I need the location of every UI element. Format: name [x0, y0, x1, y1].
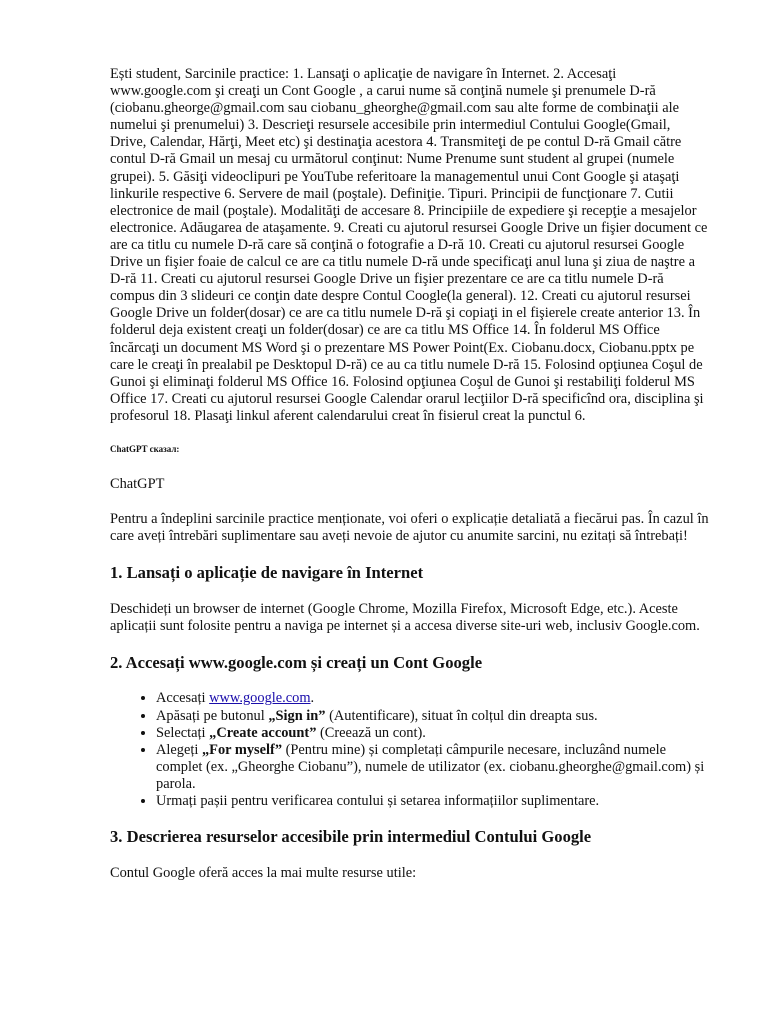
list-item: • Urmați pașii pentru verificarea contului și setarea informațiilor suplimentare.: [156, 793, 710, 810]
task-paragraph: Ești student, Sarcinile practice: 1. Lansaţi o aplicaţie de navigare în Internet. 2. Accesaţi www.google.com şi creaţi un Cont Google , a carui nume să conţină numele şi prenumele D-ră (ciobanu.gheorge@gmail.com sau ciobanu_gheorghe@gmail.com sau alte forme de combinaţii ale numelui şi prenumelui) 3. Descrieţi resursele accesibile prin intermediul Contului Google(Gmail, Drive, Calendar, Hărţi, Meet etc) şi destinaţia acestora 4. Transmiteţi de pe contul D-ră Gmail către contul D-ră Gmail un mesaj cu următorul conţinut: Nume Prenume sunt student al grupei (numele grupei). 5. Găsiţi videoclipuri pe YouTube referitoare la managementul unui Cont Google şi ataşaţi linkurile respective 6. Servere de mail (poştale). Definiţie. Tipuri. Principii de funcţionare 7. Cutii electronice de mail (poştale). Modalităţi de accesare 8. Principiile de expediere şi recepţie a mesajelor electronice. Adăugarea de ataşamente. 9. Creati cu ajutorul resursei Google Drive un fişier document ce are ca titlu cu numele D-ră care să conţină o fotografie a D-ră 10. Creati cu ajutorul resursei Google Drive un fişier foaie de calcul ce are ca titlu numele D-ră unde specificaţi anul luna şi ziua de naştre a D-ră 11. Creati cu ajutorul resursei Google Drive un fişier prezentare ce are ca titlu numele D-ră compus din 3 slideuri ce conţin date despre Contul Coogle(la general). 12. Creati cu ajutorul resursei Google Drive un folder(dosar) ce are ca titlu numele D-ră şi copiaţi in el fişierele create anterior 13. În folderul deja existent creaţi un folder(dosar) ce are ca titlu MS Office 14. În folderul MS Office încărcaţi un document MS Word şi o prezentare MS Power Point(Ex. Ciobanu.docx, Ciobanu.pptx pe care le creaţi în prealabil pe Desktopul D-ră) ce au ca titlu numele D-ră 15. Folosind opţiunea Coşul de Gunoi şi eliminaţi folderul MS Office 16. Folosind opţiunea Coşul de Gunoi şi restabiliţi folderul MS Office 17. Creati cu ajutorul resursei Google Calendar orarul lecţiilor D-ră specificînd ora, disciplina şi profesorul 18. Plasaţi linkul aferent calendarului creat în fisierul creat la punctul 6.: [110, 66, 708, 424]
section-1-text: Deschideți un browser de internet (Google Chrome, Mozilla Firefox, Microsoft Edge, etc.). Aceste aplicații sunt folosite pentru a naviga pe internet și a accesa diverse site-uri web, inclusiv Google.com.: [110, 601, 700, 635]
list-item: • Apăsați pe butonul „Sign in” (Autentificare), situat în colțul din dreapta sus.: [156, 708, 710, 725]
list-item: • Alegeți „For myself” (Pentru mine) și completați câmpurile necesare, incluzând numele complet (ex. „Gheorghe Ciobanu”), numele de utilizator (ex. ciobanu.gheorghe@gmail.com) și parola.: [156, 742, 710, 793]
list-item: • Accesați www.google.com.: [156, 690, 710, 707]
intro-paragraph: Pentru a îndeplini sarcinile practice menționate, voi oferi o explicație detaliată a fiecărui pas. În cazul în care aveți întrebări suplimentare sau aveți nevoie de ajutor cu anumite sarcini, nu ezitați să întrebați!: [110, 511, 709, 545]
assistant-name: ChatGPT: [110, 475, 165, 492]
google-link[interactable]: www.google.com: [209, 690, 311, 707]
section-1-heading: 1. Lansați o aplicație de navigare în Internet: [110, 563, 424, 583]
steps-list: [110, 690, 710, 810]
section-2-heading: 2. Accesați www.google.com și creați un Cont Google: [110, 653, 483, 673]
chatgpt-said-label: ChatGPT сказал:: [110, 443, 180, 454]
section-3-text: Contul Google oferă acces la mai multe resurse utile:: [110, 865, 417, 882]
section-3-heading: 3. Descrierea resurselor accesibile prin intermediul Contului Google: [110, 827, 592, 847]
list-item: • Selectați „Create account” (Creează un cont).: [156, 725, 710, 742]
